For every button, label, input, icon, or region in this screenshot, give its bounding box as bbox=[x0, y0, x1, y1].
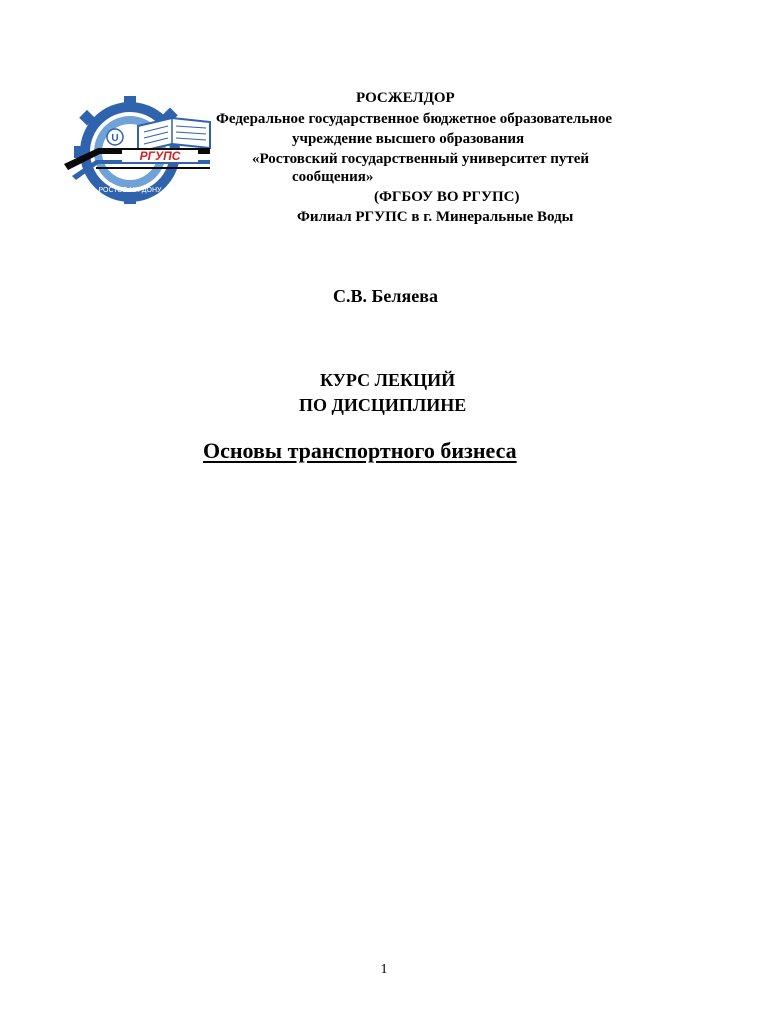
emblem-label: РГУПС bbox=[139, 149, 181, 163]
svg-text:U: U bbox=[111, 133, 119, 144]
institution-line-1: Федеральное государственное бюджетное образовательное bbox=[216, 111, 613, 127]
course-heading-line-1: КУРС ЛЕКЦИЙ bbox=[320, 370, 456, 390]
university-abbreviation: (ФГБОУ ВО РГУПС) bbox=[374, 189, 520, 205]
page-number: 1 bbox=[380, 962, 388, 977]
university-emblem-icon bbox=[60, 92, 220, 204]
author-name: С.В. Беляева bbox=[333, 286, 438, 306]
emblem-ring-text: РОСТОВ-НА-ДОНУ bbox=[98, 187, 162, 194]
university-name-line-2: сообщения» bbox=[292, 169, 374, 185]
branch-name: Филиал РГУПС в г. Минеральные Воды bbox=[297, 209, 574, 225]
course-heading-line-2: ПО ДИСЦИПЛИНЕ bbox=[299, 395, 467, 415]
institution-line-2: учреждение высшего образования bbox=[292, 131, 525, 147]
organization-name: РОСЖЕЛДОР bbox=[356, 90, 455, 106]
discipline-title: Основы транспортного бизнеса bbox=[203, 438, 517, 463]
university-name-line-1: «Ростовский государственный университет путей bbox=[252, 151, 590, 167]
